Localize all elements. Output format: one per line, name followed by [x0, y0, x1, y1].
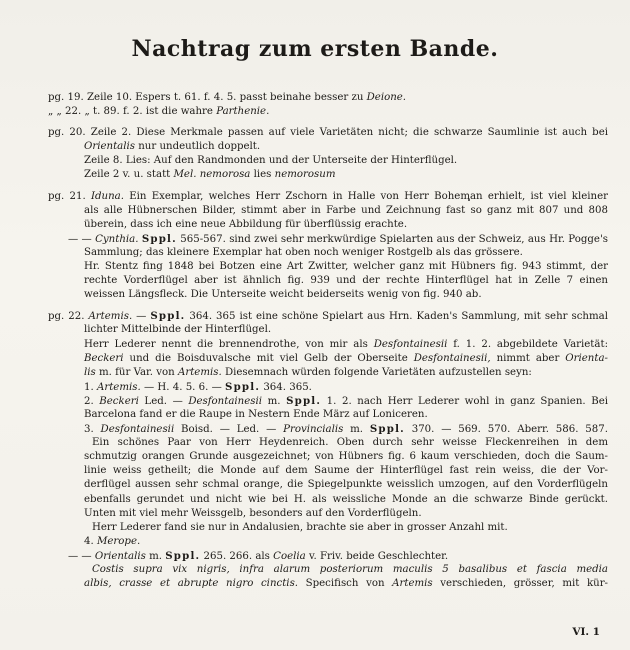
text-run: Herr Lederer fand sie nur in Andalusien, brachte sie aber in grosser Anzahl mit. — [92, 521, 508, 533]
text-run: und die Boisduvalsche mit viel Gelb der Oberseite — [123, 352, 414, 364]
italic-term: Desfontainesii, — [413, 352, 491, 364]
text-line — [48, 204, 608, 218]
text-run: als alle Hübnerschen Bilder, stimmt aber in Farbe und Zeichnung fast so ganz mit 807 und 808 — [84, 204, 608, 216]
text-line — [48, 260, 608, 274]
italic-term: Desfontainesii — [100, 424, 175, 436]
italic-term: Orienta- — [565, 352, 608, 364]
text-line — [48, 168, 608, 182]
text-run: Sammlung; das kleinere Exemplar hat oben noch weniger Rostgelb als das grössere. — [84, 246, 523, 258]
text-line — [48, 288, 608, 302]
text-line — [48, 394, 608, 408]
italic-term: Artemis — [392, 578, 433, 590]
text-run: m. für Var. von — [95, 366, 178, 378]
text-run: 1. — [84, 381, 97, 393]
text-run: „ „ 22. „ t. 89. f. 2. ist die wahre — [48, 106, 217, 118]
text-run: lies — [250, 169, 275, 181]
italic-term: lis — [84, 366, 96, 378]
text-run: Ein Exemplar, welches Herr Zschorn in Halle von Herr Boheman erhielt, ist viel kleiner — [123, 190, 608, 202]
text-line — [48, 563, 608, 577]
text-run: ebenfalls gerundet und nicht wie bei H. als weissliche Monde an die schwarze Binde gerückt. — [84, 493, 608, 505]
italic-term: Provincialis — [283, 424, 344, 436]
text-run: — — — [68, 550, 95, 562]
text-run: 265. 266. als — [200, 550, 274, 562]
text-run: verschieden, grösser, mit kür- — [432, 578, 609, 590]
italic-term: Merope. — [96, 535, 141, 547]
text-run: Specifisch von — [298, 578, 393, 590]
supplement-ref: Sppl. — [141, 232, 177, 245]
supplement-ref: Sppl. — [225, 380, 261, 393]
text-run: f. 1. 2. abgebildete Varietät: — [447, 338, 609, 350]
text-run: Ein schönes Paar von Herr Heydenreich. Oben durch sehr weisse Fleckenreihen in dem — [92, 437, 608, 449]
entry-gap — [48, 302, 608, 309]
text-line — [48, 218, 608, 232]
text-run: 3. — [84, 424, 101, 436]
supplement-ref: Sppl. — [150, 310, 186, 323]
text-run: — — [132, 311, 151, 323]
text-run: pg. 20. Zeile 2. Diese Merkmale passen auf viele Varietäten nicht; die schwarze Saumlinie ist auch bei — [48, 127, 608, 139]
text-run: rechte Vorderflügel aber ist ähnlich fig. 939 und der rechte Hinterflügel hat in Zelle 7 einen — [84, 275, 608, 287]
text-run: Boisd. — Led. — — [174, 424, 284, 436]
text-line — [48, 274, 608, 288]
text-line — [48, 366, 608, 380]
italic-term: Cynthia. — [95, 233, 139, 245]
text-run: pg. 22. — [48, 311, 89, 323]
italic-term: Beckeri — [99, 395, 139, 407]
text-line — [48, 422, 608, 436]
text-run: v. Friv. beide Geschlechter. — [305, 550, 449, 562]
italic-term: Desfontainesii — [373, 338, 448, 350]
italic-term: Desfontainesii — [188, 395, 262, 407]
text-run: 370. — 569. 570. Aberr. 586. 587. — [404, 424, 608, 436]
text-run: 2. — [84, 395, 100, 407]
text-line — [48, 126, 608, 140]
text-run: m. — [145, 550, 166, 562]
text-line — [48, 352, 608, 366]
text-run: 565-567. sind zwei sehr merkwürdige Spielarten aus der Schweiz, aus Hr. Pogge's — [176, 233, 608, 245]
document-body — [48, 91, 608, 591]
text-run: Unten mit viel mehr Weissgelb, besonders auf den Vorderflügeln. — [84, 507, 422, 519]
text-line — [48, 246, 608, 260]
italic-term: Iduna. — [90, 190, 124, 202]
supplement-ref: Sppl. — [165, 549, 201, 562]
text-run: pg. 19. Zeile 10. Espers t. 61. f. 4. 5. passt beinahe besser zu — [48, 92, 367, 103]
text-run: — — — [68, 233, 96, 245]
text-run: Barcelona fand er die Raupe in Nestern Ende März auf Loniceren. — [84, 408, 428, 420]
italic-term: Coelia — [273, 550, 306, 562]
text-run: pg. 21. — [48, 190, 91, 202]
text-run: 1. 2. nach Herr Lederer wohl in ganz Spanien. Bei — [321, 395, 608, 407]
text-run: Herr Lederer nennt die brennendrothe, von mir als — [84, 338, 374, 350]
italic-term: Parthenie. — [216, 106, 270, 118]
italic-term: Artemis. — [177, 366, 222, 378]
text-run: Zeile 8. Lies: Auf den Randmonden und der Unterseite der Hinterflügel. — [84, 155, 458, 167]
text-line — [48, 493, 608, 507]
text-run: — H. 4. 5. 6. — — [140, 381, 226, 393]
supplement-ref: Sppl. — [286, 394, 322, 407]
supplement-ref: Sppl. — [369, 423, 405, 436]
text-line — [48, 190, 608, 204]
text-run: weissen Längsfleck. Die Unterseite weicht beiderseits wenig von fig. 940 ab. — [84, 289, 482, 301]
text-line — [48, 577, 608, 591]
italic-term: Mel. nemorosa — [173, 169, 251, 181]
text-run: nimmt aber — [490, 352, 566, 364]
text-line — [48, 323, 608, 337]
text-run: nur undeutlich doppelt. — [134, 141, 261, 153]
text-line — [48, 521, 608, 535]
italic-term: Beckeri — [84, 352, 124, 364]
text-line — [48, 91, 608, 105]
italic-term: albis, crasse et abrupte nigro cinctis. — [84, 578, 299, 590]
text-run: Zeile 2 v. u. statt — [84, 169, 174, 181]
italic-term: nemorosum — [274, 169, 336, 181]
text-run: 364. 365 ist eine schöne Spielart aus Hrn. Kaden's Sammlung, mit sehr schmal — [185, 311, 608, 323]
italic-term: Costis supra vix nigris, infra alarum posteriorum maculis 5 basalibus et fascia media — [92, 564, 608, 575]
text-run: lichter Mittelbinde der Hinterflügel. — [84, 324, 272, 336]
text-run: überein, dass ich eine neue Abbildung für überflüssig erachte. — [84, 218, 408, 230]
entry-gap — [48, 119, 608, 126]
italic-term: Orientalis — [84, 141, 135, 153]
text-run: Hr. Stentz fing 1848 bei Botzen eine Art Zwitter, welcher ganz mit Hübners fig. 943 stimmt, der — [84, 261, 608, 273]
text-run: linie weiss getheilt; die Monde auf dem Saume der Hinterflügel fast rein weiss, die der Vor- — [84, 465, 608, 477]
text-run: derflügel aussen sehr schmal orange, die Spiegelpunkte weisslich umzogen, auf den Vorderflügeln — [84, 479, 608, 491]
page-title: Nachtrag zum ersten Bande. — [131, 36, 499, 62]
signature-mark: VI. 1 — [572, 626, 600, 638]
italic-term: Artemis. — [88, 311, 133, 323]
text-run: 364. 365. — [260, 381, 312, 393]
text-run: m. — [343, 424, 370, 436]
text-line — [48, 380, 608, 394]
text-run: Diesemnach würden folgende Varietäten aufzustellen seyn: — [221, 366, 532, 378]
text-line — [48, 535, 608, 549]
text-line — [48, 549, 608, 563]
text-line — [48, 478, 608, 492]
text-run: 4. — [84, 535, 97, 547]
text-line — [48, 309, 608, 323]
text-line — [48, 232, 608, 246]
italic-term: Artemis. — [96, 381, 141, 393]
text-run: schmutzig orangen Grunde ausgezeichnet; von Hübners fig. 6 kaum verschieden, doch die Saum- — [84, 451, 608, 463]
text-run: Led. — — [138, 395, 189, 407]
text-line — [48, 338, 608, 352]
italic-term: Orientalis — [94, 550, 146, 562]
italic-term: Deione. — [366, 92, 407, 103]
text-line — [48, 507, 608, 521]
text-run: m. — [262, 395, 287, 407]
entry-gap — [48, 183, 608, 190]
text-line — [48, 105, 608, 119]
text-line — [48, 450, 608, 464]
text-line — [48, 154, 608, 168]
text-line — [48, 464, 608, 478]
text-line — [48, 140, 608, 154]
text-line — [48, 436, 608, 450]
text-line — [48, 408, 608, 422]
